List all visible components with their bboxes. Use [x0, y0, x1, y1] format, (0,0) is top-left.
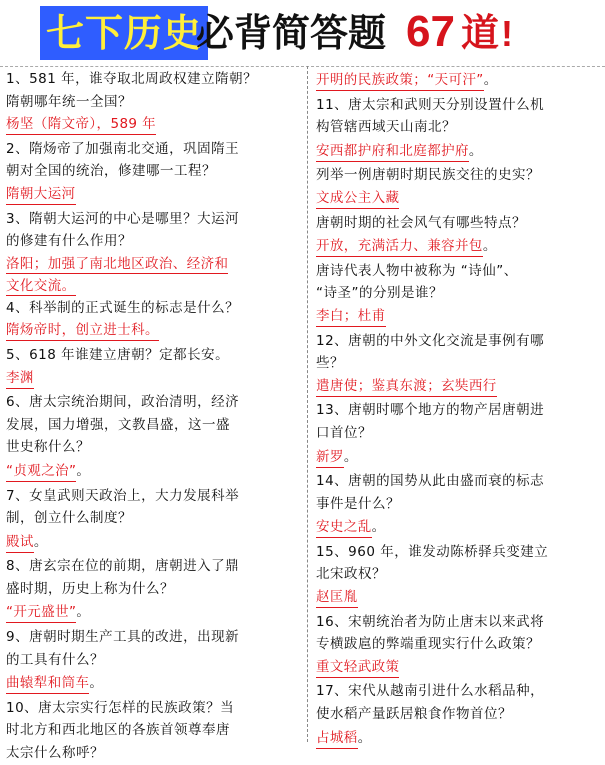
question-text: “诗圣”的分别是谁？: [316, 285, 443, 302]
question-item: [316, 680, 601, 751]
question-text: 专横跋扈的弊端重现实行什么政策？: [316, 636, 540, 653]
answer-text: 隋朝大运河: [6, 184, 76, 205]
answer-punctuation: 。: [76, 604, 90, 621]
question-text: 发展，国力增强，文教昌盛，这一盛: [6, 416, 230, 433]
question-item: [6, 626, 301, 697]
answer-text: 开明的民族政策；“天可汗”: [316, 70, 484, 91]
question-text: 9、唐朝时期生产工具的改进，出现新: [6, 629, 240, 646]
question-text: 口首位？: [316, 424, 372, 441]
question-text: 7、女皇武则天政治上，大力发展科举: [6, 487, 240, 504]
question-text: 事件是什么？: [316, 495, 400, 512]
header-divider: [0, 66, 605, 67]
answer-punctuation: 。: [483, 72, 498, 88]
answer-text: 文化交流。: [6, 277, 76, 294]
question-item: [6, 485, 301, 556]
question-text: 制，创立什么制度？: [6, 510, 132, 527]
question-text: 朝对全国的统治，修建哪一工程？: [6, 163, 216, 180]
question-text: 16、宋朝统治者为防止唐末以来武将: [316, 613, 545, 630]
question-text: 使水稻产量跃居粮食作物首位？: [316, 706, 512, 723]
question-text: 的修建有什么作用？: [6, 233, 132, 250]
question-item: [6, 344, 301, 391]
question-text: 15、960 年，谁发动陈桥驿兵变建立: [316, 543, 549, 560]
right-column: [316, 68, 601, 751]
question-text: 8、唐玄宗在位的前期，唐朝进入了鼎: [6, 558, 240, 575]
question-item: [316, 399, 601, 470]
answer-text: 李渊: [6, 368, 34, 389]
question-text: 隋朝哪年统一全国？: [6, 93, 132, 110]
question-text: 6、唐太宗统治期间，政治清明，经济: [6, 394, 240, 411]
question-item: [6, 555, 301, 626]
answer-punctuation: 。: [343, 448, 358, 465]
title-count-unit: 道: [460, 11, 499, 55]
question-text: 2、隋炀帝了加强南北交通，巩固隋王: [6, 140, 240, 157]
question-item: [316, 330, 601, 400]
question-text: 唐朝时期的社会风气有哪些特点？: [316, 214, 526, 231]
question-text: 列举一例唐朝时期民族交往的史实？: [316, 167, 540, 184]
answer-text: 文成公主入藏: [316, 188, 399, 209]
question-item: [6, 68, 301, 138]
question-text: 13、唐朝时哪个地方的物产居唐朝进: [316, 402, 545, 419]
answer-punctuation: 。: [89, 675, 103, 692]
question-text: 世史称什么？: [6, 439, 90, 456]
question-item: [316, 212, 601, 260]
question-item: [316, 94, 601, 165]
question-text: 11、唐太宗和武则天分别设置什么机: [316, 96, 545, 113]
answer-punctuation: 。: [482, 238, 497, 255]
answer-text: 李白；杜甫: [316, 306, 386, 327]
question-item: [6, 391, 301, 484]
title-count-number: 67: [406, 7, 455, 56]
question-item: [316, 260, 601, 330]
question-item: [316, 164, 601, 211]
answer-text: 安史之乱: [316, 517, 372, 538]
question-text: 12、唐朝的中外文化交流是事例有哪: [316, 332, 545, 349]
answer-punctuation: 。: [33, 533, 48, 550]
question-text: 盛时期，历史上称为什么？: [6, 580, 174, 597]
question-text: 时北方和西北地区的各族首领尊奉唐: [6, 722, 230, 739]
question-text: 构管辖西域天山南北？: [316, 119, 456, 136]
answer-text: 重文轻武政策: [316, 657, 399, 678]
answer-text: 新罗: [316, 447, 344, 468]
question-text: 4、科举制的正式诞生的标志是什么？: [6, 299, 240, 316]
question-text: 10、唐太宗实行怎样的民族政策？当: [6, 699, 235, 716]
answer-text: “开元盛世”: [6, 602, 76, 623]
answer-text: 占城稻: [316, 728, 358, 749]
question-text: 1、581 年，谁夺取北周政权建立隋朝？: [6, 71, 258, 87]
answer-punctuation: 。: [357, 729, 372, 746]
question-item: [6, 208, 301, 297]
question-item: [316, 611, 601, 681]
answer-text: 遣唐使；鉴真东渡；玄奘西行: [316, 376, 497, 397]
page-header: [0, 0, 605, 70]
answer-text: 隋炀帝时，创立进士科。: [6, 320, 159, 341]
answer-text: 洛阳；加强了南北地区政治、经济和: [6, 255, 229, 272]
answer-text: “贞观之治”: [6, 461, 76, 482]
answer-text: 杨坚（隋文帝），589 年: [6, 114, 156, 135]
title-exclamation: !: [500, 13, 513, 54]
title-count: [406, 4, 513, 60]
question-item: [316, 68, 601, 94]
question-item: [6, 697, 301, 765]
question-item: [316, 541, 601, 611]
answer-punctuation: 。: [76, 462, 90, 479]
left-column: [6, 68, 301, 765]
question-item: [316, 470, 601, 541]
question-text: 太宗什么称呼？: [6, 745, 104, 762]
question-text: 些？: [316, 355, 344, 372]
question-item: [6, 297, 301, 344]
question-text: 3、隋朝大运河的中心是哪里？大运河: [6, 210, 240, 227]
answer-text: 开放，充满活力、兼容并包: [316, 236, 483, 257]
question-item: [6, 138, 301, 208]
answer-text: 殿试: [6, 532, 34, 553]
title-highlight: 七下历史: [40, 6, 208, 60]
column-divider: [307, 66, 308, 742]
answer-text: 曲辕犁和筒车: [6, 673, 89, 694]
answer-punctuation: 。: [468, 142, 483, 159]
question-text: 17、宋代从越南引进什么水稻品种，: [316, 683, 545, 700]
question-text: 的工具有什么？: [6, 651, 104, 668]
answer-text: 赵匡胤: [316, 587, 358, 608]
answer-text: 安西都护府和北庭都护府: [316, 141, 469, 162]
question-text: 北宋政权？: [316, 566, 386, 583]
answer-punctuation: 。: [371, 519, 386, 536]
question-text: 5、618 年谁建立唐朝？定都长安。: [6, 346, 230, 363]
question-text: 唐诗代表人物中被称为 “诗仙”、: [316, 262, 518, 279]
question-text: 14、唐朝的国势从此由盛而衰的标志: [316, 473, 545, 490]
title-main: 必背简答题: [196, 11, 387, 55]
